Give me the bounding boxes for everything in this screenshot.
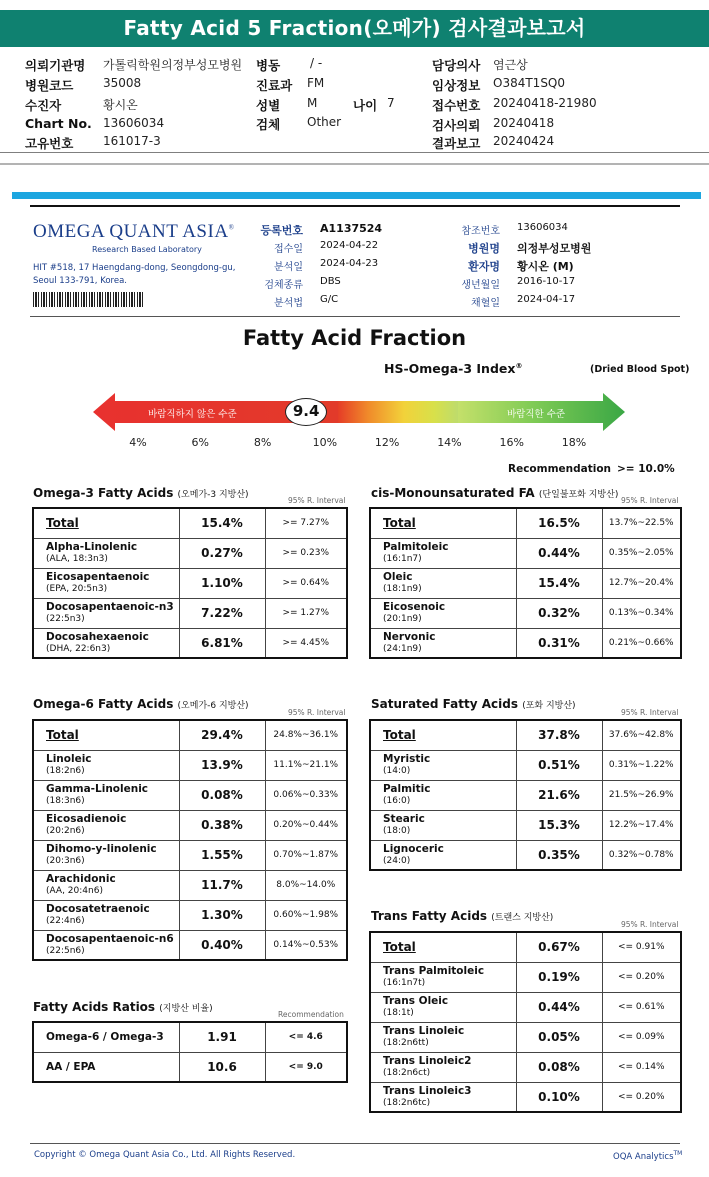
gauge-mid-zone xyxy=(338,401,458,423)
total-reference: 24.8%~36.1% xyxy=(265,720,347,750)
ratios-title xyxy=(33,1000,213,1014)
table-row xyxy=(33,930,347,960)
acid-name-cell xyxy=(370,1052,516,1082)
table-row xyxy=(370,598,681,628)
acid-name-cell xyxy=(370,962,516,992)
acid-value: 0.32% xyxy=(516,598,602,628)
reg-no-label: 등록번호 xyxy=(260,224,303,237)
table-row xyxy=(33,538,347,568)
acid-name-cell xyxy=(33,930,179,960)
acid-name: Trans Linoleic2 xyxy=(383,1055,472,1067)
acid-value: 0.51% xyxy=(516,750,602,780)
acid-notation: (24:1n9) xyxy=(383,643,422,654)
acid-notation: (22:5n6) xyxy=(46,945,85,956)
footer-brand xyxy=(613,1150,682,1162)
mono-title-sub: (단일불포화 지방산) xyxy=(538,490,619,500)
table-row xyxy=(370,962,681,992)
total-row xyxy=(370,720,681,750)
acid-value: 6.81% xyxy=(179,628,265,658)
omega6-table xyxy=(32,719,348,961)
mono-table xyxy=(369,507,682,659)
acid-name: Gamma-Linolenic xyxy=(46,783,149,795)
specimen-type-label: 검체종류 xyxy=(264,280,303,291)
gauge-tick-label: 18% xyxy=(561,436,587,449)
lab-address: HIT #518, 17 Haengdang-dong, Seongdong-gu, Seoul 133-791, Korea. xyxy=(33,263,236,286)
acid-notation: (EPA, 20:5n3) xyxy=(46,584,108,594)
total-reference: <= 0.91% xyxy=(602,932,681,962)
table-row xyxy=(370,568,681,598)
acid-name-cell xyxy=(370,780,516,810)
specimen-type-value: DBS xyxy=(320,276,341,287)
ratio-row xyxy=(33,1022,347,1052)
acid-value: 0.05% xyxy=(516,1022,602,1052)
acid-name-cell xyxy=(33,780,179,810)
total-name: Total xyxy=(370,932,516,962)
acid-reference: 0.32%~0.78% xyxy=(602,840,681,870)
recommendation-label: Recommendation xyxy=(508,463,612,475)
acid-reference: <= 0.20% xyxy=(602,962,681,992)
acid-name-cell xyxy=(370,568,516,598)
acid-notation: (16:1n7) xyxy=(383,554,422,564)
acid-name: Eicosadienoic xyxy=(46,813,127,825)
birth-date-label: 생년월일 xyxy=(461,280,500,291)
report-date-label: 결과보고 xyxy=(432,136,481,151)
received-label: 접수일 xyxy=(274,244,303,255)
index-title xyxy=(384,361,522,376)
hospital-code-value: 35008 xyxy=(103,76,142,90)
acid-notation: (16:1n7t) xyxy=(383,978,426,988)
mono-title xyxy=(371,486,618,500)
total-reference: 37.6%~42.8% xyxy=(602,720,681,750)
ward-label: 병동 xyxy=(256,58,281,73)
acid-name: Trans Oleic xyxy=(383,995,449,1007)
gauge-tick-label: 8% xyxy=(253,436,272,449)
omega3-title-text: Omega-3 Fatty Acids xyxy=(33,486,174,500)
total-value: 29.4% xyxy=(179,720,265,750)
acid-name-cell xyxy=(33,538,179,568)
draw-date-value: 2024-04-17 xyxy=(517,294,576,305)
acid-notation: (20:1n9) xyxy=(383,614,422,624)
table-row xyxy=(33,568,347,598)
footer-copyright: Copyright © Omega Quant Asia Co., Ltd. All Rights Reserved. xyxy=(34,1150,296,1160)
hospital-name-value: 의정부성모병원 xyxy=(517,242,592,255)
acid-name: Docosapentaenoic-n6 xyxy=(46,932,174,945)
total-value: 37.8% xyxy=(516,720,602,750)
acid-notation: (16:0) xyxy=(383,796,411,806)
acid-reference: <= 0.20% xyxy=(602,1082,681,1112)
table-row xyxy=(370,1022,681,1052)
info-divider xyxy=(30,316,680,317)
total-row xyxy=(33,720,347,750)
acid-name: Arachidonic xyxy=(46,873,116,885)
hospital-label: 의뢰기관명 xyxy=(25,58,86,73)
acid-reference: 12.2%~17.4% xyxy=(602,810,681,840)
barcode xyxy=(33,292,143,307)
report-accent-bar xyxy=(12,192,701,199)
acid-name-cell xyxy=(370,598,516,628)
acid-name-cell xyxy=(370,810,516,840)
report-date-value: 20240424 xyxy=(493,134,555,148)
table-row xyxy=(370,840,681,870)
acid-value: 0.44% xyxy=(516,992,602,1022)
acid-value: 0.19% xyxy=(516,962,602,992)
acid-name: Eicosenoic xyxy=(383,601,446,613)
ratio-row xyxy=(33,1052,347,1082)
acid-value: 15.4% xyxy=(516,568,602,598)
acid-value: 0.08% xyxy=(516,1052,602,1082)
method-label: 분석법 xyxy=(274,298,303,309)
acid-value: 1.30% xyxy=(179,900,265,930)
acid-value: 21.6% xyxy=(516,780,602,810)
table-row xyxy=(370,750,681,780)
total-value: 16.5% xyxy=(516,508,602,538)
acid-name: Lignoceric xyxy=(383,842,444,855)
total-row xyxy=(33,508,347,538)
gauge-tick-label: 10% xyxy=(312,436,338,449)
specimen-label: 검체 xyxy=(256,117,281,132)
birth-date-value: 2016-10-17 xyxy=(517,276,576,287)
chart-no-value: 13606034 xyxy=(103,116,165,130)
acid-name-cell xyxy=(370,992,516,1022)
gauge-good-label: 바람직한 수준 xyxy=(507,409,566,420)
ratio-name: Omega-6 / Omega-3 xyxy=(33,1022,179,1052)
report-top-line xyxy=(30,205,680,207)
received-value: 2024-04-22 xyxy=(320,240,379,251)
table-row xyxy=(33,780,347,810)
acid-reference: 0.35%~2.05% xyxy=(602,538,681,568)
table-row xyxy=(33,810,347,840)
acid-name: Docosatetraenoic xyxy=(46,903,150,915)
acid-name: Trans Linoleic xyxy=(383,1025,465,1037)
acid-name-cell xyxy=(370,1082,516,1112)
acid-notation: (24:0) xyxy=(383,855,411,866)
acid-notation: (AA, 20:4n6) xyxy=(46,886,103,896)
index-title-mark: ® xyxy=(515,361,523,370)
method-value: G/C xyxy=(320,294,339,305)
saturated-title xyxy=(371,697,576,711)
acid-notation: (22:5n3) xyxy=(46,614,85,624)
table-row xyxy=(370,1052,681,1082)
omega6-title-text: Omega-6 Fatty Acids xyxy=(33,697,174,711)
ratio-value: 1.91 xyxy=(179,1022,265,1052)
ratios-title-text: Fatty Acids Ratios xyxy=(33,1000,156,1014)
sex-label: 성별 xyxy=(256,98,281,113)
mono-title-text: cis-Monounsaturated FA xyxy=(371,486,535,500)
total-name: Total xyxy=(33,508,179,538)
ref-no-label: 참조번호 xyxy=(461,226,500,237)
clinical-info-label: 임상정보 xyxy=(432,78,481,93)
acid-notation: (20:3n6) xyxy=(46,856,85,866)
trans-title xyxy=(371,909,553,923)
department-label: 진료과 xyxy=(256,78,293,93)
acid-notation: (18:1t) xyxy=(383,1008,414,1018)
table-row xyxy=(33,628,347,658)
gauge-value-marker: 9.4 xyxy=(285,398,327,426)
unique-id-value: 161017-3 xyxy=(103,134,161,148)
department-value: FM xyxy=(307,76,325,90)
request-date-label: 검사의뢰 xyxy=(432,118,481,133)
table-row xyxy=(33,870,347,900)
trans-ri-label: 95% R. Interval xyxy=(621,920,679,929)
reg-no-value: A1137524 xyxy=(320,222,383,235)
acid-value: 13.9% xyxy=(179,750,265,780)
acid-notation: (18:0) xyxy=(383,826,411,836)
omega6-ri-label: 95% R. Interval xyxy=(288,708,346,717)
ratio-recommendation: <= 4.6 xyxy=(265,1022,347,1052)
acid-name-cell xyxy=(33,750,179,780)
total-reference: >= 7.27% xyxy=(265,508,347,538)
draw-date-label: 채혈일 xyxy=(471,298,500,309)
acid-value: 0.10% xyxy=(516,1082,602,1112)
doctor-value: 염근상 xyxy=(493,58,528,72)
lab-tagline: Research Based Laboratory xyxy=(92,245,202,254)
acid-reference: 11.1%~21.1% xyxy=(265,750,347,780)
acid-name: Nervonic xyxy=(383,630,436,643)
saturated-ri-label: 95% R. Interval xyxy=(621,708,679,717)
acid-name: Myristic xyxy=(383,753,431,765)
acid-value: 0.08% xyxy=(179,780,265,810)
acid-name: Trans Palmitoleic xyxy=(383,965,485,977)
acid-name-cell xyxy=(33,598,179,628)
trans-table xyxy=(369,931,682,1113)
table-row xyxy=(370,992,681,1022)
patient-header xyxy=(0,52,709,152)
header-divider-lower xyxy=(0,163,709,165)
footer-brand-mark: TM xyxy=(673,1150,683,1157)
lab-logo-mark: ® xyxy=(228,223,235,232)
acid-name-cell xyxy=(370,538,516,568)
table-row xyxy=(33,750,347,780)
acid-name-cell xyxy=(33,840,179,870)
patient-name-value: 황시온 (M) xyxy=(517,260,574,273)
omega3-ri-label: 95% R. Interval xyxy=(288,496,346,505)
table-row xyxy=(370,780,681,810)
request-date-value: 20240418 xyxy=(493,116,555,130)
chart-no-label: Chart No. xyxy=(25,116,92,131)
trans-title-text: Trans Fatty Acids xyxy=(371,909,488,923)
acid-value: 11.7% xyxy=(179,870,265,900)
acid-name: Docosapentaenoic-n3 xyxy=(46,601,174,613)
fraction-title: Fatty Acid Fraction xyxy=(242,326,467,350)
acid-notation: (18:2n6tt) xyxy=(383,1038,429,1048)
acid-value: 7.22% xyxy=(179,598,265,628)
total-value: 0.67% xyxy=(516,932,602,962)
acid-value: 15.3% xyxy=(516,810,602,840)
acid-notation: (DHA, 22:6n3) xyxy=(46,643,111,654)
acid-name: Palmitoleic xyxy=(383,541,449,553)
acid-name: Trans Linoleic3 xyxy=(383,1084,472,1097)
acid-notation: (20:2n6) xyxy=(46,826,85,836)
ratios-title-sub: (지방산 비율) xyxy=(159,1004,213,1014)
total-name: Total xyxy=(370,720,516,750)
table-row xyxy=(33,900,347,930)
table-row xyxy=(370,810,681,840)
acid-reference: <= 0.61% xyxy=(602,992,681,1022)
acid-name-cell xyxy=(370,628,516,658)
acid-reference: >= 0.64% xyxy=(265,568,347,598)
acid-value: 0.44% xyxy=(516,538,602,568)
total-reference: 13.7%~22.5% xyxy=(602,508,681,538)
total-value: 15.4% xyxy=(179,508,265,538)
acid-name-cell xyxy=(370,1022,516,1052)
acid-reference: >= 1.27% xyxy=(265,598,347,628)
acid-value: 0.40% xyxy=(179,930,265,960)
gauge-tick-label: 6% xyxy=(191,436,209,449)
age-label: 나이 xyxy=(353,98,378,113)
acid-name-cell xyxy=(33,568,179,598)
acid-name-cell xyxy=(33,810,179,840)
acid-name: Palmitic xyxy=(383,783,431,795)
acid-notation: (18:1n9) xyxy=(383,584,422,594)
acid-name: Docosahexaenoic xyxy=(46,630,149,643)
hospital-value: 가톨릭학원의정부성모병원 xyxy=(103,58,243,72)
acid-value: 0.31% xyxy=(516,628,602,658)
analyzed-value: 2024-04-23 xyxy=(320,258,379,269)
acid-value: 0.27% xyxy=(179,538,265,568)
acid-reference: 12.7%~20.4% xyxy=(602,568,681,598)
doctor-label: 담당의사 xyxy=(432,58,481,73)
acid-value: 0.38% xyxy=(179,810,265,840)
saturated-title-sub: (포화 지방산) xyxy=(522,701,576,711)
patient-name-label: 환자명 xyxy=(468,260,500,273)
reception-no-label: 접수번호 xyxy=(432,98,481,113)
report-title: Fatty Acid 5 Fraction(오메가) 검사결과보고서 xyxy=(0,10,709,47)
acid-reference: 8.0%~14.0% xyxy=(265,870,347,900)
total-name: Total xyxy=(33,720,179,750)
gauge-bad-label: 바람직하지 않은 수준 xyxy=(148,409,237,420)
saturated-table xyxy=(369,719,682,871)
acid-reference: 0.20%~0.44% xyxy=(265,810,347,840)
age-value: 7 xyxy=(387,96,395,110)
acid-name: Stearic xyxy=(383,813,425,825)
acid-reference: >= 4.45% xyxy=(265,628,347,658)
ratio-name: AA / EPA xyxy=(33,1052,179,1082)
table-row xyxy=(33,840,347,870)
omega3-title-sub: (오메가-3 지방산) xyxy=(177,490,249,500)
gauge-tick-label: 16% xyxy=(499,436,524,449)
acid-notation: (22:4n6) xyxy=(46,916,85,926)
trans-title-sub: (트랜스 지방산) xyxy=(491,913,554,923)
acid-value: 1.10% xyxy=(179,568,265,598)
acid-reference: 0.31%~1.22% xyxy=(602,750,681,780)
acid-name-cell xyxy=(370,840,516,870)
footer-divider xyxy=(30,1143,680,1144)
acid-notation: (18:3n6) xyxy=(46,796,85,806)
acid-name-cell xyxy=(370,750,516,780)
acid-name: Eicosapentaenoic xyxy=(46,571,150,583)
hospital-name-label: 병원명 xyxy=(468,242,500,255)
acid-reference: 0.06%~0.33% xyxy=(265,780,347,810)
header-divider xyxy=(0,152,709,153)
specimen-value: Other xyxy=(307,115,342,129)
table-row xyxy=(370,538,681,568)
acid-name: Dihomo-y-linolenic xyxy=(46,843,157,855)
ratios-table xyxy=(32,1021,348,1083)
patient-value: 황시온 xyxy=(103,98,138,112)
acid-reference: 0.14%~0.53% xyxy=(265,930,347,960)
acid-notation: (18:2n6ct) xyxy=(383,1068,431,1078)
index-title-text: HS-Omega-3 Index xyxy=(384,361,516,376)
acid-name-cell xyxy=(33,900,179,930)
acid-value: 1.55% xyxy=(179,840,265,870)
footer-brand-text: OQA Analytics xyxy=(613,1151,674,1162)
table-row xyxy=(370,628,681,658)
acid-notation: (18:2n6) xyxy=(46,766,85,776)
acid-reference: 0.70%~1.87% xyxy=(265,840,347,870)
omega6-title-sub: (오메가-6 지방산) xyxy=(177,701,249,711)
omega3-table xyxy=(32,507,348,659)
lab-logo xyxy=(33,221,234,243)
sex-value: M xyxy=(307,96,318,110)
ratios-rec-label: Recommendation xyxy=(278,1010,344,1019)
acid-reference: 21.5%~26.9% xyxy=(602,780,681,810)
patient-label: 수진자 xyxy=(25,98,62,113)
omega6-title xyxy=(33,697,249,711)
clinical-info-value: O384T1SQ0 xyxy=(493,76,566,90)
lab-logo-text: OMEGA QUANT ASIA xyxy=(33,221,229,242)
acid-reference: 0.13%~0.34% xyxy=(602,598,681,628)
gauge-tick-label: 12% xyxy=(374,436,400,449)
table-row xyxy=(370,1082,681,1112)
analyzed-label: 분석일 xyxy=(274,262,303,273)
acid-name: Linoleic xyxy=(46,753,92,765)
acid-notation: (18:2n6tc) xyxy=(383,1097,431,1108)
hospital-code-label: 병원코드 xyxy=(25,78,74,93)
acid-reference: 0.21%~0.66% xyxy=(602,628,681,658)
acid-value: 0.35% xyxy=(516,840,602,870)
total-row xyxy=(370,508,681,538)
acid-name-cell xyxy=(33,628,179,658)
acid-notation: (ALA, 18:3n3) xyxy=(46,554,108,564)
mono-ri-label: 95% R. Interval xyxy=(621,496,679,505)
total-name: Total xyxy=(370,508,516,538)
gauge-tick-label: 4% xyxy=(129,436,147,449)
ratio-value: 10.6 xyxy=(179,1052,265,1082)
reception-no-value: 20240418-21980 xyxy=(493,96,597,110)
total-row xyxy=(370,932,681,962)
sample-type-note: (Dried Blood Spot) xyxy=(590,364,690,375)
omega3-title xyxy=(33,486,249,500)
recommendation-value: >= 10.0% xyxy=(617,463,675,475)
acid-name: Alpha-Linolenic xyxy=(46,541,138,553)
ref-no-value: 13606034 xyxy=(517,222,568,233)
table-row xyxy=(33,598,347,628)
acid-reference: <= 0.09% xyxy=(602,1022,681,1052)
acid-reference: <= 0.14% xyxy=(602,1052,681,1082)
saturated-title-text: Saturated Fatty Acids xyxy=(371,697,518,711)
ward-value: / - xyxy=(310,56,323,70)
gauge-tick-label: 14% xyxy=(437,436,462,449)
acid-name-cell xyxy=(33,870,179,900)
acid-name: Oleic xyxy=(383,571,413,583)
acid-reference: 0.60%~1.98% xyxy=(265,900,347,930)
acid-notation: (14:0) xyxy=(383,766,411,776)
ratio-recommendation: <= 9.0 xyxy=(265,1052,347,1082)
unique-id-label: 고유번호 xyxy=(25,136,74,151)
acid-reference: >= 0.23% xyxy=(265,538,347,568)
